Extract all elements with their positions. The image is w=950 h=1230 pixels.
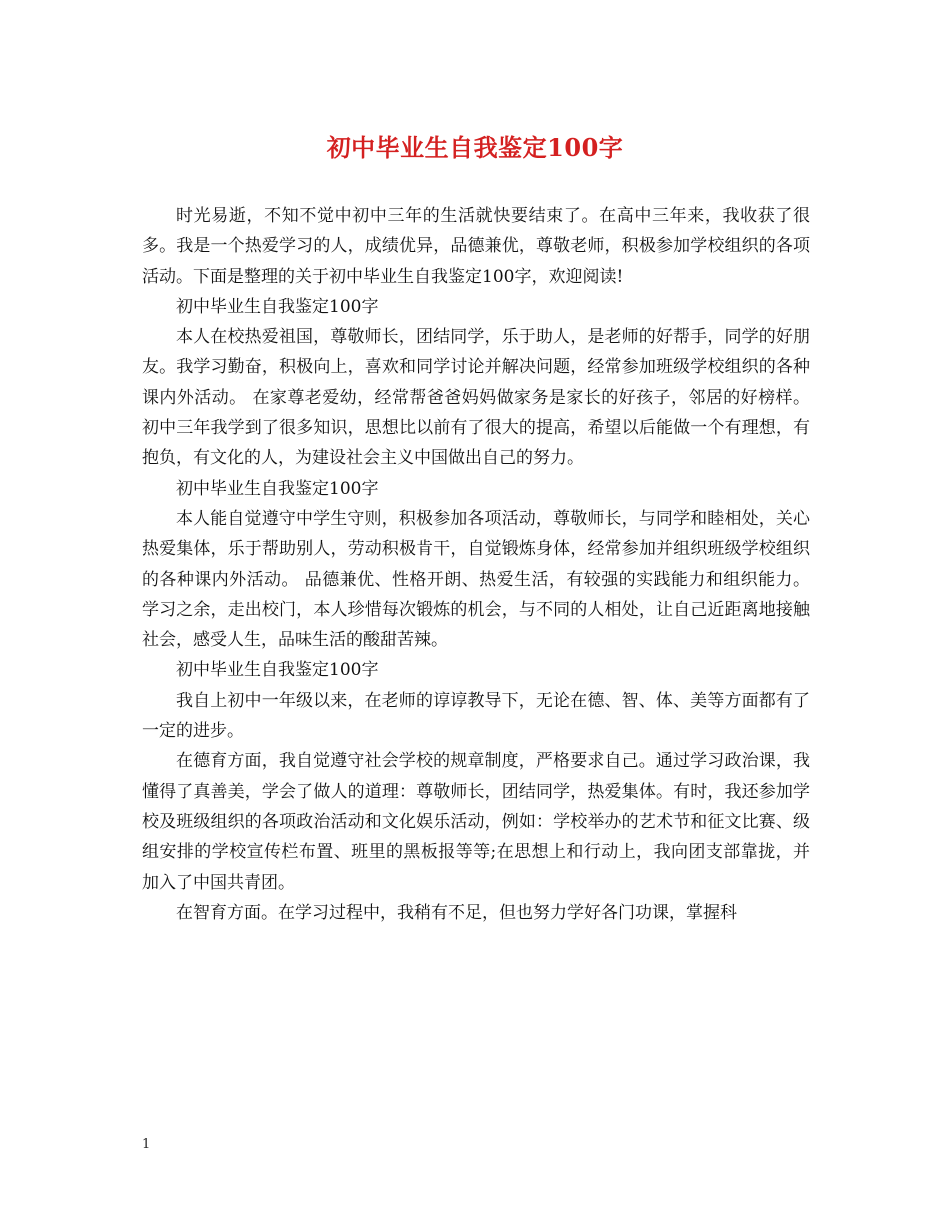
body-paragraph: 本人能自觉遵守中学生守则，积极参加各项活动，尊敬师长，与同学和睦相处，关心热爱集体，乐于帮助别人，劳动积极肯干，自觉锻炼身体，经常参加并组织班级学校组织的各种课内外活动。 品德兼优、性格开朗、热爱生活，有较强的实践能力和组织能力。学习之余，走出校门，本人珍惜每次锻炼的机会，与不同的人相处，让自己近距离地接触社会，感受人生，品味生活的酸甜苦辣。 xyxy=(142,508,810,651)
body-paragraph: 在德育方面，我自觉遵守社会学校的规章制度，严格要求自己。通过学习政治课，我懂得了真善美，学会了做人的道理：尊敬师长，团结同学，热爱集体。有时，我还参加学校及班级组织的各项政治活动和文化娱乐活动，例如：学校举办的艺术节和征文比赛、级组安排的学校宣传栏布置、班里的黑板报等等;在思想上和行动上，我向团支部靠拢，并加入了中国共青团。 xyxy=(142,751,810,893)
body-paragraph: 本人在校热爱祖国，尊敬师长，团结同学，乐于助人，是老师的好帮手，同学的好朋友。我学习勤奋，积极向上，喜欢和同学讨论并解决问题，经常参加班级学校组织的各种课内外活动。 在家尊老爱幼，经常帮爸爸妈妈做家务是家长的好孩子，邻居的好榜样。初中三年我学到了很多知识，思想比以前有了很大的提高，希望以后能做一个有理想，有抱负，有文化的人，为建设社会主义中国做出自己的努力。 xyxy=(142,327,810,469)
document-body xyxy=(142,201,810,928)
intro-paragraph: 时光易逝，不知不觉中初中三年的生活就快要结束了。在高中三年来，我收获了很多。我是一个热爱学习的人，成绩优异，品德兼优，尊敬老师，积极参加学校组织的各项活动。下面是整理的关于初中毕业生自我鉴定100字，欢迎阅读! xyxy=(142,206,810,287)
document-title: 初中毕业生自我鉴定100字 xyxy=(326,133,624,162)
page-number: 1 xyxy=(142,1137,151,1152)
body-paragraph: 我自上初中一年级以来，在老师的谆谆教导下，无论在德、智、体、美等方面都有了一定的进步。 xyxy=(142,690,810,742)
body-paragraph: 在智育方面。在学习过程中，我稍有不足，但也努力学好各门功课，掌握科 xyxy=(176,902,737,923)
section-heading: 初中毕业生自我鉴定100字 xyxy=(176,478,379,499)
section-heading: 初中毕业生自我鉴定100字 xyxy=(176,660,379,681)
section-heading: 初中毕业生自我鉴定100字 xyxy=(176,296,379,317)
